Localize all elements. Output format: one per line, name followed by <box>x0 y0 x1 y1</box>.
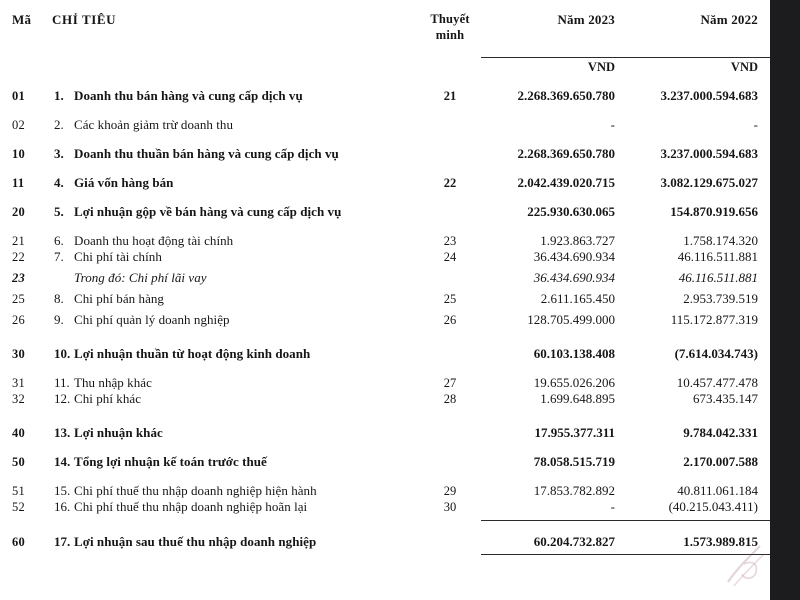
row-value-2023: 1.923.863.727 <box>540 233 616 249</box>
row-code: 10 <box>12 147 26 162</box>
table-row <box>0 333 770 362</box>
scan-edge-band <box>770 0 800 600</box>
table-row <box>0 220 770 249</box>
table-row <box>0 362 770 391</box>
row-note-ref: 28 <box>443 392 457 407</box>
row-value-2022: 3.082.129.675.027 <box>660 175 759 191</box>
row-number: 5. <box>54 204 64 220</box>
row-value-2022: (40.215.043.411) <box>668 499 759 515</box>
row-value-2022: - <box>753 117 759 133</box>
row-item-label: Doanh thu hoạt động tài chính <box>74 233 234 249</box>
row-code: 11 <box>12 176 25 191</box>
row-number <box>52 270 74 291</box>
row-value-2022: 1.573.989.815 <box>627 520 770 555</box>
table-row <box>0 499 770 520</box>
table-row <box>0 312 770 333</box>
row-value-2023: 2.611.165.450 <box>540 291 616 307</box>
total-double-rule <box>0 555 770 559</box>
row-code: 25 <box>12 292 26 307</box>
row-code: 50 <box>12 455 26 470</box>
row-value-2022: 154.870.919.656 <box>670 204 759 220</box>
row-code: 52 <box>12 500 26 515</box>
column-header-item: CHỈ TIÊU <box>52 12 117 27</box>
unit-spacer-code <box>0 43 52 75</box>
unit-label-prior: VND <box>627 57 770 75</box>
row-value-2022: (7.614.034.743) <box>674 346 759 362</box>
row-value-2023: 1.699.648.895 <box>540 391 616 407</box>
row-value-2023: 2.268.369.650.780 <box>517 88 616 104</box>
row-value-2022: 2.170.007.588 <box>683 454 759 470</box>
row-value-2023: 60.204.732.827 <box>481 520 627 555</box>
row-number: 15. <box>54 483 71 499</box>
row-value-2022: 3.237.000.594.683 <box>660 88 759 104</box>
row-note-ref <box>419 520 481 555</box>
row-value-2022: 46.116.511.881 <box>678 270 759 286</box>
row-value-2023: 17.853.782.892 <box>533 483 616 499</box>
row-note-ref: 27 <box>443 376 457 391</box>
column-header-year-prior: Năm 2022 <box>700 12 759 27</box>
row-code: 51 <box>12 484 26 499</box>
row-item-label: Các khoản giảm trừ doanh thu <box>74 117 233 133</box>
row-value-2023: 36.434.690.934 <box>533 249 616 265</box>
row-note-ref: 23 <box>443 234 457 249</box>
unit-row <box>0 43 770 75</box>
row-number: 10. <box>54 346 71 362</box>
row-code: 21 <box>12 234 26 249</box>
row-number: 11. <box>54 375 70 391</box>
table-row <box>0 191 770 220</box>
row-value-2022: 46.116.511.881 <box>677 249 759 265</box>
row-number: 3. <box>54 146 64 162</box>
row-code: 22 <box>12 250 26 265</box>
row-code: 60 <box>12 535 26 550</box>
total-underline-2022 <box>627 555 770 559</box>
row-value-2023: 60.103.138.408 <box>533 346 616 362</box>
row-code: 40 <box>12 426 26 441</box>
unit-cell-current <box>481 43 627 75</box>
row-item-label: Chi phí quản lý doanh nghiệp <box>74 312 230 328</box>
table-row <box>0 270 770 291</box>
row-item-label: Chi phí khác <box>74 391 142 407</box>
table-row <box>0 162 770 191</box>
table-row <box>0 441 770 470</box>
row-item-label: Chi phí thuế thu nhập doanh nghiệp hoãn lại <box>74 499 308 515</box>
row-value-2023: 225.930.630.065 <box>527 204 616 220</box>
row-code: 23 <box>12 271 26 286</box>
row-item-label: Doanh thu thuần bán hàng và cung cấp dịch vụ <box>74 146 339 162</box>
table-header <box>0 0 770 75</box>
table-row <box>0 75 770 104</box>
row-note-ref <box>419 191 481 220</box>
row-note-ref <box>419 104 481 133</box>
row-code: 01 <box>12 89 26 104</box>
row-note-ref <box>419 412 481 441</box>
row-note-ref: 22 <box>443 176 457 191</box>
table-body <box>0 75 770 559</box>
row-number: 17. <box>54 534 71 550</box>
unit-spacer-note <box>419 43 481 75</box>
row-value-2023: - <box>610 117 616 133</box>
unit-label-current: VND <box>481 57 627 75</box>
table-row <box>0 291 770 312</box>
row-number: 8. <box>54 291 64 307</box>
row-value-2022: 9.784.042.331 <box>683 425 759 441</box>
row-number: 4. <box>54 175 64 191</box>
row-value-2023: - <box>610 499 616 515</box>
u-code <box>0 555 52 559</box>
row-item-label: Lợi nhuận thuần từ hoạt động kinh doanh <box>74 346 311 362</box>
row-value-2022: 2.953.739.519 <box>683 291 759 307</box>
table-row <box>0 249 770 270</box>
row-note-ref: 30 <box>443 500 457 515</box>
row-code: 20 <box>12 205 26 220</box>
header-row <box>0 0 770 43</box>
unit-spacer-item <box>52 43 419 75</box>
unit-cell-prior <box>627 43 770 75</box>
row-item-label: Chi phí bán hàng <box>74 291 164 307</box>
table-row <box>0 412 770 441</box>
u-note <box>419 555 481 559</box>
row-value-2022: 40.811.061.184 <box>677 483 759 499</box>
row-item-label: Lợi nhuận gộp về bán hàng và cung cấp dịch vụ <box>74 204 342 220</box>
row-value-2022: 673.435.147 <box>693 391 759 407</box>
u-item <box>74 555 419 559</box>
row-number: 16. <box>54 499 71 515</box>
u-num <box>52 555 74 559</box>
row-number: 14. <box>54 454 71 470</box>
row-number: 12. <box>54 391 71 407</box>
row-value-2023: 2.268.369.650.780 <box>517 146 616 162</box>
row-note-ref <box>419 333 481 362</box>
row-item-label: Lợi nhuận khác <box>74 425 163 441</box>
row-number: 6. <box>54 233 64 249</box>
table-row-total <box>0 520 770 555</box>
row-note-ref <box>419 270 481 291</box>
row-note-ref: 25 <box>443 292 457 307</box>
row-code: 26 <box>12 313 26 328</box>
row-value-2022: 10.457.477.478 <box>676 375 759 391</box>
row-item-label: Doanh thu bán hàng và cung cấp dịch vụ <box>74 88 303 104</box>
note-header-line2: minh <box>435 27 465 42</box>
row-value-2022: 115.172.877.319 <box>670 312 759 328</box>
row-value-2023: 128.705.499.000 <box>527 312 616 328</box>
row-number: 2. <box>54 117 64 133</box>
total-underline-2023 <box>481 555 627 559</box>
row-item-label: Chi phí thuế thu nhập doanh nghiệp hiện hành <box>74 483 317 499</box>
row-note-ref <box>419 133 481 162</box>
row-code: 31 <box>12 376 26 391</box>
table-row <box>0 104 770 133</box>
row-note-ref: 26 <box>443 313 457 328</box>
row-note-ref: 29 <box>443 484 457 499</box>
column-header-year-current: Năm 2023 <box>557 12 616 27</box>
column-header-code: Mã <box>12 12 32 27</box>
row-value-2022: 3.237.000.594.683 <box>660 146 759 162</box>
row-value-2023: 78.058.515.719 <box>533 454 616 470</box>
row-value-2023: 2.042.439.020.715 <box>517 175 616 191</box>
row-item-label: Trong đó: Chi phí lãi vay <box>74 270 207 286</box>
row-number: 7. <box>54 249 64 265</box>
row-code: 32 <box>12 392 26 407</box>
row-value-2023: 36.434.690.934 <box>533 270 616 286</box>
table-row <box>0 391 770 412</box>
note-header-line1: Thuyết <box>430 12 470 26</box>
row-note-ref: 21 <box>443 89 457 104</box>
row-number: 1. <box>54 88 64 104</box>
row-code: 30 <box>12 347 26 362</box>
row-code: 02 <box>12 118 26 133</box>
row-number: 13. <box>54 425 71 441</box>
table-row <box>0 133 770 162</box>
row-value-2023: 17.955.377.311 <box>534 425 616 441</box>
row-note-ref <box>419 441 481 470</box>
table-row <box>0 470 770 499</box>
row-value-2023: 19.655.026.206 <box>533 375 616 391</box>
row-item-label: Thu nhập khác <box>74 375 152 391</box>
row-item-label: Lợi nhuận sau thuế thu nhập doanh nghiệp <box>74 534 317 550</box>
row-value-2022: 1.758.174.320 <box>683 233 759 249</box>
row-item-label: Chi phí tài chính <box>74 249 162 265</box>
row-item-label: Giá vốn hàng bán <box>74 175 174 191</box>
row-note-ref: 24 <box>443 250 457 265</box>
column-header-note <box>419 0 481 43</box>
row-number: 9. <box>54 312 64 328</box>
row-item-label: Tổng lợi nhuận kế toán trước thuế <box>74 454 267 470</box>
